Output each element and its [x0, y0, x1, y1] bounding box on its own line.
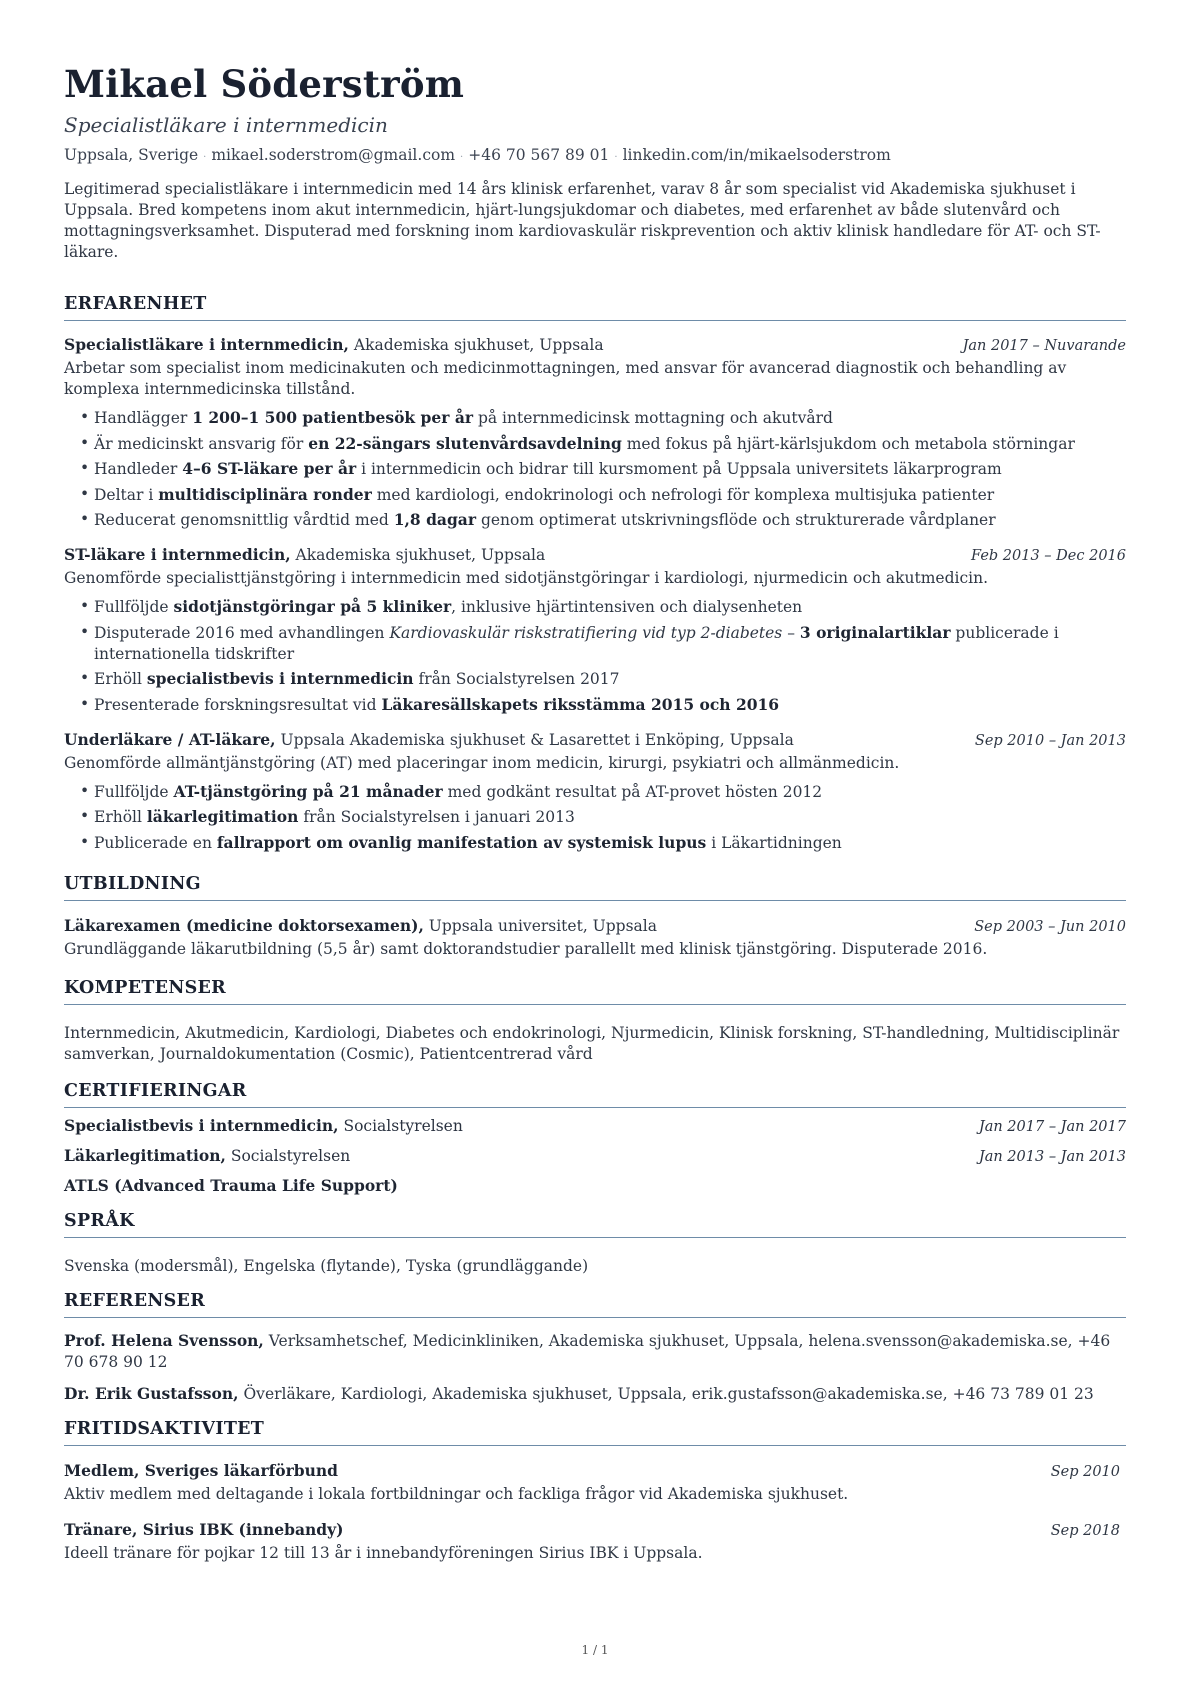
certification-issuer: Socialstyrelsen	[338, 1116, 463, 1135]
entry-date: Jan 2017 – Nuvarande	[962, 338, 1126, 354]
profile-summary: Legitimerad specialistläkare i internmedicin med 14 års klinisk erfarenhet, varav 8 år som specialist vid Akademiska sjukhuset i Uppsala. Bred kompetens inom akut internmedicin, hjärt-lungsjukdomar och diabetes, med erfarenhet av både slutenvård och mottagningsverksamhet. Disputerad med forskning inom kardiovaskulär riskprevention och aktiv klinisk handledare för AT- och ST-läkare.	[64, 180, 1101, 261]
emphasis-text: Kardiovaskulär riskstratifiering vid typ 2-diabetes	[389, 623, 783, 642]
section-title-languages: SPRÅK	[64, 1211, 1126, 1238]
section-title-certifications: CERTIFIERINGAR	[64, 1081, 1126, 1108]
entry-date: Sep 2003 – Jun 2010	[974, 918, 1126, 935]
achievement-item	[80, 596, 1126, 618]
bullet-text: från Socialstyrelsen i januari 2013	[298, 808, 575, 826]
reference-list	[64, 1330, 1126, 1405]
section-title-references: REFERENSER	[64, 1291, 1126, 1318]
bullet-text: Är medicinskt ansvarig för	[94, 434, 309, 453]
bullet-text: Handlägger	[94, 409, 193, 427]
education-entry	[64, 915, 1126, 960]
certification-title	[64, 1175, 398, 1197]
bullet-text: genom optimerat utskrivningsflöde och strukturerade vårdplaner	[476, 511, 996, 529]
achievement-item	[80, 832, 1126, 854]
highlight-text: specialistbevis i internmedicin	[146, 669, 414, 688]
institution: Uppsala universitet, Uppsala	[423, 916, 657, 935]
achievement-item	[80, 484, 1126, 506]
certification-issuer: Socialstyrelsen	[225, 1146, 351, 1165]
activity-title: Medlem, Sveriges läkarförbund	[64, 1460, 339, 1480]
experience-entry	[64, 729, 1126, 854]
highlight-text: 4–6 ST-läkare per år	[182, 459, 357, 478]
entry-description: Genomförde specialisttjänstgöring i internmedicin med sidotjänstgöringar i kardiologi, njurmedicin och akutmedicin.	[64, 569, 989, 587]
achievement-item	[80, 622, 1126, 665]
entry-description: Arbetar som specialist inom medicinakuten och medicinmottagningen, med ansvar för avancerad diagnostik och behandling av komplexa internmedicinska tillstånd.	[64, 359, 1067, 398]
contact-location: Uppsala, Sverige	[64, 146, 199, 164]
certification-item	[64, 1145, 1126, 1168]
reference-details: Verksamhetschef, Medicinkliniken, Akademiska sjukhuset, Uppsala, helena.svensson@akademiska.se, +46 70 678 90 12	[64, 1331, 1111, 1371]
references-section	[64, 1291, 1126, 1405]
skills-section	[64, 978, 1126, 1065]
bullet-text: Reducerat genomsnittlig vårdtid med	[94, 511, 394, 529]
job-title: ST-läkare i internmedicin,	[64, 545, 291, 564]
highlight-text: Läkaresällskapets riksstämma 2015 och 2016	[381, 694, 780, 714]
entry-title	[64, 915, 657, 937]
achievement-item	[80, 668, 1126, 690]
entry-description: Grundläggande läkarutbildning (5,5 år) samt doktorandstudier parallellt med klinisk tjänstgöring. Disputerade 2016.	[64, 939, 988, 958]
entry-header	[64, 729, 1126, 752]
candidate-name: Mikael Söderström	[64, 62, 465, 106]
bullet-text: Fullföljde	[94, 598, 174, 616]
section-title-education: UTBILDNING	[64, 874, 1126, 901]
section-title-skills: KOMPETENSER	[64, 978, 1126, 1005]
achievement-item	[80, 433, 1126, 455]
certification-name: Läkarlegitimation,	[64, 1145, 226, 1165]
activities-section	[64, 1419, 1126, 1564]
reference-name: Dr. Erik Gustafsson,	[64, 1383, 239, 1403]
bullet-text: publicerade i internationella tidskrifter	[94, 623, 1059, 663]
certification-title	[64, 1115, 463, 1137]
achievement-item	[80, 694, 1126, 716]
activity-description: Aktiv medlem med deltagande i lokala fortbildningar och fackliga frågor vid Akademiska sjukhuset.	[64, 1484, 849, 1503]
highlight-text: sidotjänstgöringar på 5 kliniker	[173, 597, 452, 616]
entry-date: Sep 2010 – Jan 2013	[974, 732, 1126, 749]
bullet-text: på internmedicinsk mottagning och akutvård	[473, 409, 833, 427]
experience-entry	[64, 544, 1126, 716]
bullet-text: Deltar i	[94, 485, 159, 504]
bullet-text: Erhöll	[94, 808, 147, 826]
certification-title	[64, 1145, 350, 1167]
bullet-text: , inklusive hjärtintensiven och dialysenheten	[451, 598, 803, 616]
job-title: Specialistläkare i internmedicin,	[64, 335, 349, 354]
achievement-item	[80, 806, 1126, 828]
certification-name: ATLS (Advanced Trauma Life Support)	[64, 1175, 398, 1195]
activity-entry	[64, 1460, 1126, 1505]
contact-phone[interactable]: +46 70 567 89 01	[468, 146, 610, 164]
certification-item	[64, 1115, 1126, 1138]
highlight-text: fallrapport om ovanlig manifestation av systemisk lupus	[216, 832, 707, 852]
separator: ·	[203, 152, 207, 163]
degree: Läkarexamen (medicine doktorsexamen),	[64, 915, 424, 935]
highlight-text: 1,8 dagar	[393, 510, 477, 529]
languages-text: Svenska (modersmål), Engelska (flytande), Tyska (grundläggande)	[64, 1256, 589, 1275]
bullet-text: i internmedicin och bidrar till kursmoment på Uppsala universitets läkarprogram	[356, 460, 1002, 478]
reference-details: Överläkare, Kardiologi, Akademiska sjukhuset, Uppsala, erik.gustafsson@akademiska.se, +46 73 789 01 23	[238, 1384, 1094, 1403]
achievement-item	[80, 407, 1126, 429]
activity-description: Ideell tränare för pojkar 12 till 13 år i innebandyföreningen Sirius IBK i Uppsala.	[64, 1543, 703, 1562]
certification-list	[64, 1115, 1126, 1197]
entry-title	[64, 544, 545, 566]
achievement-item	[80, 509, 1126, 531]
section-title-activities: FRITIDSAKTIVITET	[64, 1419, 1126, 1446]
bullet-text: –	[782, 623, 800, 642]
bullet-text: Handleder	[94, 460, 183, 478]
activity-date: Sep 2018	[1050, 1522, 1120, 1539]
candidate-headline: Specialistläkare i internmedicin	[64, 113, 388, 137]
employer: Akademiska sjukhuset, Uppsala	[348, 336, 604, 354]
bullet-text: Presenterade forskningsresultat vid	[94, 695, 382, 714]
certifications-section	[64, 1081, 1126, 1197]
bullet-text: med godkänt resultat på AT-provet hösten 2012	[442, 782, 823, 801]
highlight-text: 3 originalartiklar	[799, 622, 951, 642]
contact-linkedin[interactable]: linkedin.com/in/mikaelsoderstrom	[622, 146, 891, 164]
achievement-item	[80, 781, 1126, 803]
entry-header	[64, 334, 1126, 357]
highlight-text: AT-tjänstgöring på 21 månader	[173, 781, 443, 801]
section-title-experience: ERFARENHET	[64, 294, 1126, 321]
contact-email[interactable]: mikael.soderstrom@gmail.com	[211, 146, 456, 164]
bullet-text: med kardiologi, endokrinologi och nefrologi för komplexa multisjuka patienter	[371, 485, 995, 504]
skills-text: Internmedicin, Akutmedicin, Kardiologi, Diabetes och endokrinologi, Njurmedicin, Klinisk forskning, ST-handledning, Multidisciplinär samverkan, Journaldokumentation (Cosmic), Patientcentrerad vård	[64, 1023, 1120, 1063]
entry-header	[64, 1519, 1126, 1542]
activity-entry	[64, 1519, 1126, 1564]
bullet-text: med fokus på hjärt-kärlsjukdom och metabola störningar	[621, 434, 1075, 453]
bullet-text: Disputerade 2016 med avhandlingen	[94, 623, 390, 642]
experience-section	[64, 294, 1126, 854]
reference-item	[64, 1383, 1126, 1405]
bullet-text: i Läkartidningen	[706, 833, 842, 852]
languages-section	[64, 1211, 1126, 1277]
page-number: 1 / 1	[581, 1643, 609, 1657]
contact-line	[64, 144, 1126, 169]
bullet-text: Fullföljde	[94, 782, 174, 801]
achievement-item	[80, 458, 1126, 480]
highlight-text: 1 200–1 500 patientbesök per år	[192, 408, 474, 427]
activity-date: Sep 2010	[1050, 1463, 1120, 1480]
entry-header	[64, 915, 1126, 938]
experience-entry	[64, 334, 1126, 531]
bullet-text: Publicerade en	[94, 833, 217, 852]
entry-description: Genomförde allmäntjänstgöring (AT) med placeringar inom medicin, kirurgi, psykiatri och allmänmedicin.	[64, 753, 900, 772]
certification-date: Jan 2013 – Jan 2013	[978, 1148, 1126, 1165]
entry-date: Feb 2013 – Dec 2016	[971, 548, 1126, 564]
entry-header	[64, 544, 1126, 567]
certification-name: Specialistbevis i internmedicin,	[64, 1115, 339, 1135]
activity-title: Tränare, Sirius IBK (innebandy)	[64, 1519, 344, 1539]
highlight-text: läkarlegitimation	[146, 807, 299, 826]
entry-title	[64, 729, 794, 751]
bullet-text: Erhöll	[94, 670, 147, 688]
education-section	[64, 874, 1126, 960]
employer: Uppsala Akademiska sjukhuset & Lasarettet i Enköping, Uppsala	[275, 730, 794, 749]
achievement-list	[64, 596, 1126, 716]
achievement-list	[64, 407, 1126, 531]
reference-name: Prof. Helena Svensson,	[64, 1330, 264, 1350]
achievement-list	[64, 781, 1126, 854]
entry-title	[64, 334, 604, 356]
entry-header	[64, 1460, 1126, 1483]
bullet-text: från Socialstyrelsen 2017	[413, 670, 620, 688]
employer: Akademiska sjukhuset, Uppsala	[290, 546, 546, 564]
highlight-text: multidisciplinära ronder	[158, 484, 372, 504]
highlight-text: en 22-sängars slutenvårdsavdelning	[308, 433, 622, 453]
reference-item	[64, 1330, 1126, 1373]
certification-item	[64, 1175, 1126, 1197]
separator: ·	[614, 152, 618, 163]
experience-list	[64, 334, 1126, 854]
certification-date: Jan 2017 – Jan 2017	[978, 1118, 1126, 1135]
job-title: Underläkare / AT-läkare,	[64, 729, 276, 749]
separator: ·	[460, 152, 464, 163]
